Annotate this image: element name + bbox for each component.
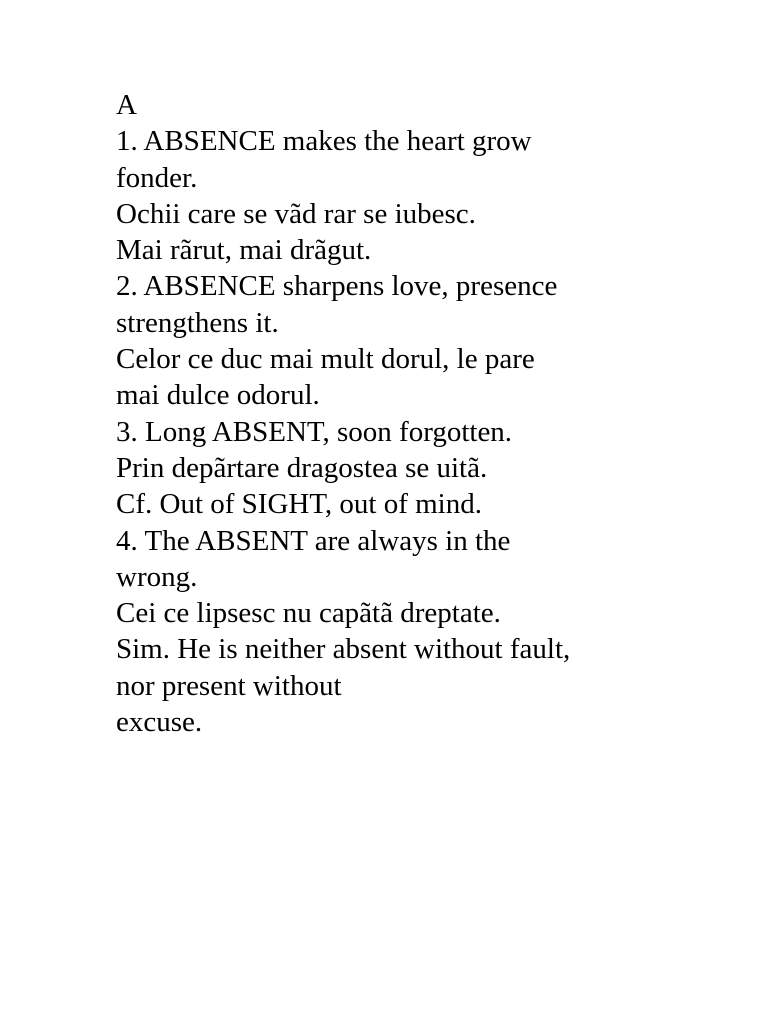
proverb-4-similar-line-2: nor present without [116,669,342,702]
proverb-3-cross-reference: Cf. Out of SIGHT, out of mind. [116,488,482,521]
proverb-1-romanian-1: Ochii care se vãd rar se iubesc. [116,197,476,230]
proverb-4-similar-line-1: Sim. He is neither absent without fault, [116,633,571,666]
proverb-2-english-line-1: 2. ABSENCE sharpens love, presence [116,270,558,303]
proverb-2-romanian-line-2: mai dulce odorul. [116,379,320,412]
proverb-4-english-line-1: 4. The ABSENT are always in the [116,524,511,557]
proverb-4-romanian: Cei ce lipsesc nu capãtã dreptate. [116,597,501,630]
section-letter: A [116,89,137,121]
proverb-3-english: 3. Long ABSENT, soon forgotten. [116,415,513,448]
proverb-4-similar-line-3: excuse. [116,706,203,739]
proverb-2-romanian-line-1: Celor ce duc mai mult dorul, le pare [116,343,535,376]
proverb-4-english-line-2: wrong. [116,560,198,593]
document-text [116,87,676,740]
proverb-2-english-line-2: strengthens it. [116,306,279,339]
proverb-1-english-line-1: 1. ABSENCE makes the heart grow [116,125,532,158]
proverb-3-romanian: Prin depãrtare dragostea se uitã. [116,451,488,484]
proverb-1-english-line-2: fonder. [116,161,198,194]
proverb-1-romanian-2: Mai rãrut, mai drãgut. [116,234,372,267]
